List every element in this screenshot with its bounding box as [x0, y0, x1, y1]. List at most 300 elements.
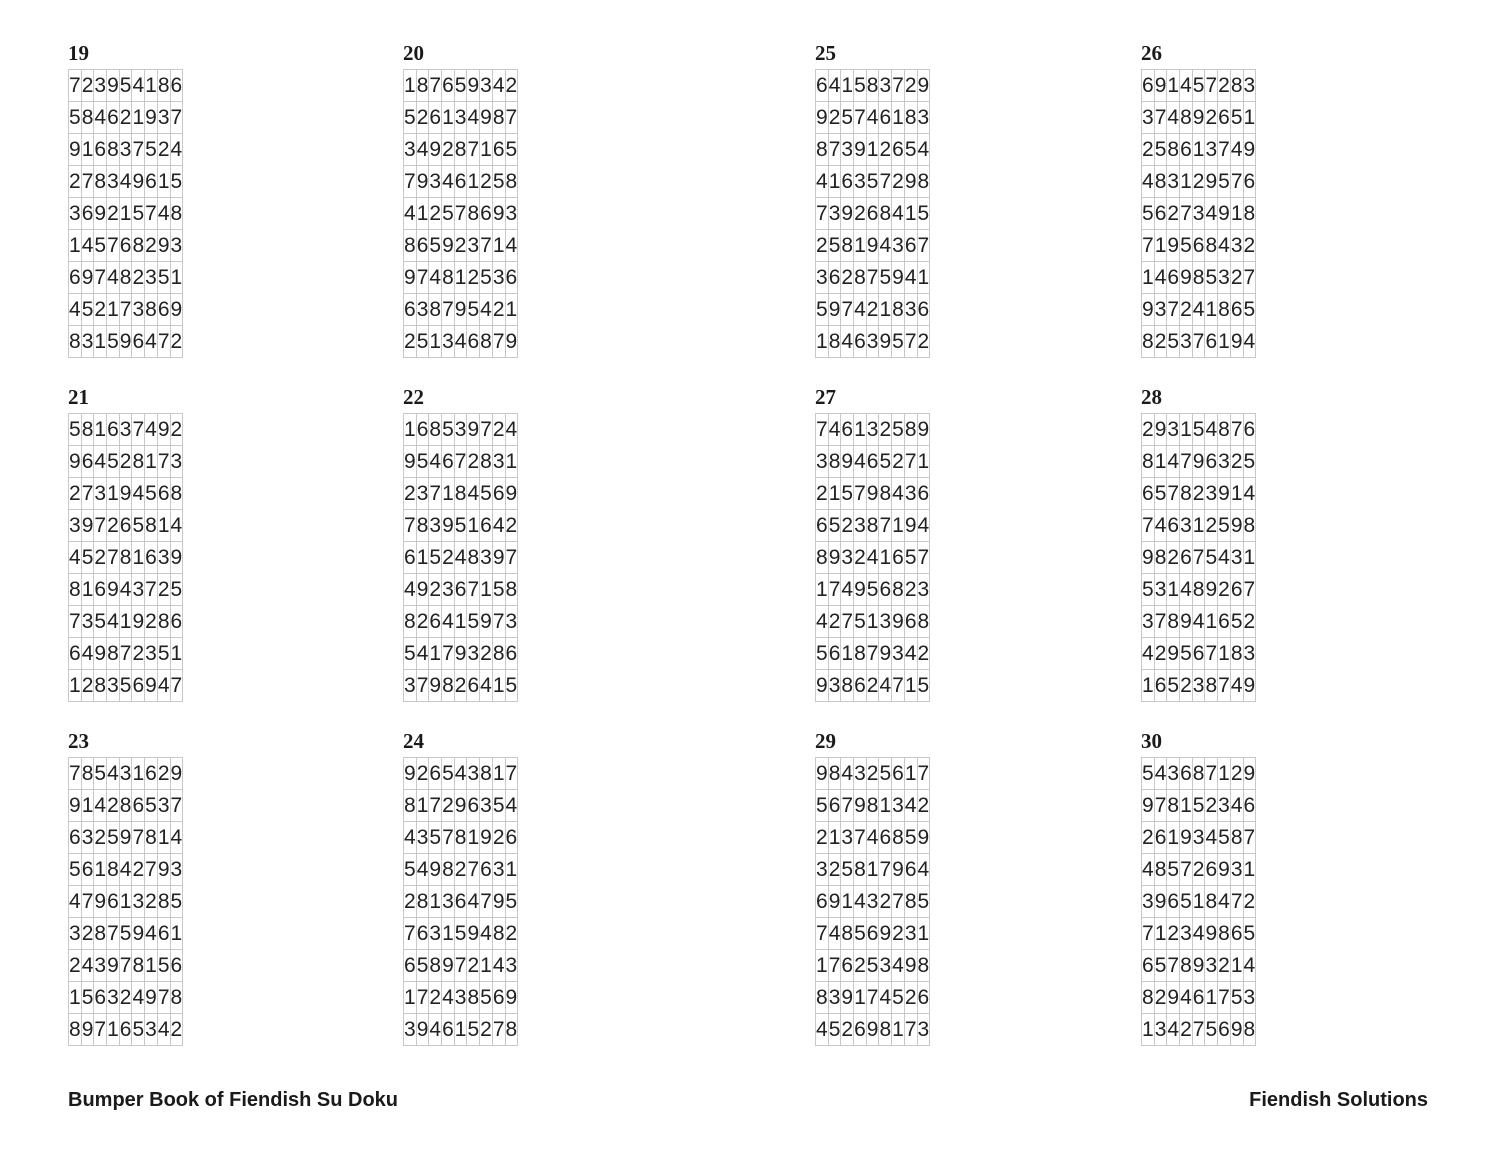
grid-row [1142, 638, 1256, 670]
grid-cell: 2 [904, 574, 917, 606]
grid-cell: 7 [904, 446, 917, 478]
grid-cell: 8 [879, 478, 892, 510]
grid-cell: 4 [841, 758, 854, 790]
grid-cell: 7 [1180, 854, 1193, 886]
grid-cell: 7 [480, 230, 493, 262]
grid-cell: 8 [157, 70, 170, 102]
grid-cell: 9 [442, 510, 455, 542]
grid-cell: 1 [892, 102, 905, 134]
grid-row [404, 670, 518, 702]
grid-cell: 3 [1218, 446, 1231, 478]
puzzle-number: 19 [68, 41, 89, 65]
grid-cell: 9 [1192, 950, 1205, 982]
grid-cell: 4 [917, 134, 930, 166]
grid-cell: 5 [467, 606, 480, 638]
grid-cell: 7 [107, 542, 120, 574]
puzzle-number: 25 [815, 41, 836, 65]
grid-cell: 6 [119, 1014, 132, 1046]
grid-cell: 7 [1218, 670, 1231, 702]
grid-cell: 7 [480, 886, 493, 918]
grid-cell: 8 [828, 446, 841, 478]
grid-cell: 9 [467, 70, 480, 102]
grid-row [404, 918, 518, 950]
grid-row [404, 478, 518, 510]
grid-cell: 3 [81, 326, 94, 358]
grid-cell: 2 [841, 510, 854, 542]
grid-cell: 4 [416, 854, 429, 886]
grid-cell: 6 [841, 166, 854, 198]
grid-cell: 1 [1192, 886, 1205, 918]
grid-cell: 2 [145, 230, 158, 262]
grid-cell: 5 [828, 230, 841, 262]
grid-row [404, 758, 518, 790]
grid-cell: 8 [505, 574, 518, 606]
grid-cell: 8 [1167, 790, 1180, 822]
grid-cell: 6 [505, 262, 518, 294]
grid-row [1142, 950, 1256, 982]
grid-cell: 2 [132, 854, 145, 886]
grid-cell: 2 [492, 294, 505, 326]
grid-cell: 7 [1192, 1014, 1205, 1046]
grid-row [816, 982, 930, 1014]
grid-cell: 8 [917, 166, 930, 198]
grid-cell: 3 [492, 446, 505, 478]
grid-cell: 4 [854, 886, 867, 918]
grid-row [816, 574, 930, 606]
grid-cell: 4 [816, 1014, 829, 1046]
grid-cell: 4 [1142, 166, 1155, 198]
grid-cell: 8 [170, 478, 183, 510]
grid-cell: 7 [841, 294, 854, 326]
grid-cell: 7 [816, 198, 829, 230]
grid-cell: 8 [442, 262, 455, 294]
grid-cell: 3 [132, 294, 145, 326]
grid-cell: 3 [170, 230, 183, 262]
grid-cell: 2 [454, 670, 467, 702]
grid-cell: 5 [69, 854, 82, 886]
grid-cell: 3 [69, 510, 82, 542]
grid-cell: 3 [1205, 950, 1218, 982]
puzzle-number: 26 [1141, 41, 1162, 65]
grid-cell: 6 [866, 918, 879, 950]
grid-cell: 1 [1218, 758, 1231, 790]
grid-cell: 8 [416, 70, 429, 102]
grid-cell: 8 [505, 1014, 518, 1046]
grid-cell: 3 [492, 262, 505, 294]
grid-cell: 6 [429, 758, 442, 790]
grid-cell: 3 [1205, 478, 1218, 510]
grid-cell: 7 [107, 230, 120, 262]
grid-cell: 2 [841, 1014, 854, 1046]
grid-cell: 1 [119, 198, 132, 230]
grid-cell: 9 [404, 262, 417, 294]
grid-cell: 2 [904, 982, 917, 1014]
grid-cell: 9 [904, 166, 917, 198]
grid-cell: 7 [879, 166, 892, 198]
grid-cell: 5 [119, 70, 132, 102]
sudoku-grid [403, 757, 518, 1046]
grid-cell: 8 [904, 886, 917, 918]
grid-cell: 9 [917, 414, 930, 446]
grid-cell: 8 [69, 1014, 82, 1046]
sudoku-grid [68, 757, 183, 1046]
grid-cell: 8 [119, 542, 132, 574]
grid-cell: 8 [1205, 230, 1218, 262]
grid-row [1142, 670, 1256, 702]
grid-row [1142, 262, 1256, 294]
grid-cell: 6 [416, 918, 429, 950]
grid-cell: 7 [1167, 950, 1180, 982]
grid-cell: 8 [107, 854, 120, 886]
grid-cell: 1 [145, 446, 158, 478]
grid-cell: 3 [1142, 886, 1155, 918]
grid-cell: 5 [816, 294, 829, 326]
grid-cell: 1 [1142, 1014, 1155, 1046]
grid-cell: 2 [442, 134, 455, 166]
grid-cell: 3 [454, 102, 467, 134]
grid-cell: 9 [170, 294, 183, 326]
grid-cell: 8 [480, 758, 493, 790]
grid-cell: 1 [81, 134, 94, 166]
grid-row [69, 478, 183, 510]
grid-cell: 9 [1243, 670, 1256, 702]
grid-row [1142, 414, 1256, 446]
grid-cell: 6 [1205, 854, 1218, 886]
grid-cell: 9 [170, 542, 183, 574]
grid-row [404, 326, 518, 358]
grid-cell: 2 [170, 414, 183, 446]
grid-cell: 3 [828, 670, 841, 702]
grid-row [69, 230, 183, 262]
grid-cell: 5 [879, 758, 892, 790]
grid-cell: 2 [467, 950, 480, 982]
grid-cell: 5 [828, 510, 841, 542]
grid-cell: 1 [854, 230, 867, 262]
grid-cell: 6 [1230, 574, 1243, 606]
grid-row [1142, 982, 1256, 1014]
grid-cell: 5 [170, 886, 183, 918]
grid-row [69, 262, 183, 294]
grid-cell: 7 [1192, 326, 1205, 358]
grid-cell: 7 [454, 446, 467, 478]
grid-row [404, 230, 518, 262]
grid-cell: 5 [1167, 326, 1180, 358]
grid-cell: 4 [854, 294, 867, 326]
grid-cell: 6 [879, 822, 892, 854]
grid-cell: 8 [904, 102, 917, 134]
grid-cell: 7 [917, 230, 930, 262]
grid-cell: 4 [157, 670, 170, 702]
sudoku-grid [68, 69, 183, 358]
grid-cell: 5 [841, 478, 854, 510]
grid-row [816, 790, 930, 822]
grid-cell: 9 [1205, 166, 1218, 198]
grid-cell: 1 [467, 510, 480, 542]
grid-cell: 7 [866, 262, 879, 294]
grid-cell: 6 [828, 638, 841, 670]
puzzle-number: 22 [403, 385, 424, 409]
grid-cell: 3 [1230, 230, 1243, 262]
grid-cell: 1 [828, 478, 841, 510]
grid-cell: 5 [157, 638, 170, 670]
grid-cell: 5 [892, 326, 905, 358]
grid-cell: 1 [467, 166, 480, 198]
grid-cell: 7 [1142, 230, 1155, 262]
grid-cell: 5 [1192, 70, 1205, 102]
grid-row [404, 574, 518, 606]
grid-cell: 9 [69, 134, 82, 166]
grid-cell: 2 [1218, 574, 1231, 606]
grid-cell: 6 [917, 478, 930, 510]
grid-cell: 9 [505, 982, 518, 1014]
grid-cell: 6 [904, 606, 917, 638]
grid-cell: 9 [454, 638, 467, 670]
grid-cell: 3 [917, 1014, 930, 1046]
grid-cell: 1 [1180, 414, 1193, 446]
grid-cell: 1 [1154, 230, 1167, 262]
grid-cell: 8 [1142, 326, 1155, 358]
sudoku-grid [815, 413, 930, 702]
grid-cell: 1 [157, 510, 170, 542]
grid-cell: 3 [1180, 510, 1193, 542]
puzzle-number: 24 [403, 729, 424, 753]
grid-row [69, 606, 183, 638]
grid-cell: 6 [416, 414, 429, 446]
grid-cell: 4 [892, 478, 905, 510]
grid-cell: 8 [480, 446, 493, 478]
grid-cell: 5 [866, 574, 879, 606]
grid-cell: 5 [454, 70, 467, 102]
grid-cell: 7 [132, 414, 145, 446]
grid-cell: 3 [119, 134, 132, 166]
grid-cell: 6 [1218, 606, 1231, 638]
grid-cell: 8 [467, 198, 480, 230]
grid-cell: 3 [416, 822, 429, 854]
grid-cell: 8 [157, 606, 170, 638]
grid-cell: 7 [157, 446, 170, 478]
grid-cell: 6 [442, 446, 455, 478]
grid-cell: 7 [505, 102, 518, 134]
grid-cell: 6 [866, 198, 879, 230]
grid-cell: 4 [854, 446, 867, 478]
grid-cell: 5 [1154, 134, 1167, 166]
grid-cell: 1 [841, 886, 854, 918]
grid-cell: 4 [442, 982, 455, 1014]
grid-cell: 7 [454, 198, 467, 230]
grid-cell: 1 [1205, 606, 1218, 638]
grid-cell: 9 [1167, 982, 1180, 1014]
grid-cell: 8 [1167, 606, 1180, 638]
grid-cell: 9 [828, 886, 841, 918]
grid-cell: 9 [816, 758, 829, 790]
grid-cell: 3 [157, 790, 170, 822]
grid-cell: 2 [1180, 670, 1193, 702]
grid-cell: 5 [416, 446, 429, 478]
grid-cell: 6 [119, 230, 132, 262]
grid-cell: 3 [1154, 574, 1167, 606]
grid-cell: 2 [94, 822, 107, 854]
grid-cell: 5 [1218, 822, 1231, 854]
grid-cell: 7 [467, 134, 480, 166]
grid-cell: 2 [828, 102, 841, 134]
grid-cell: 9 [94, 638, 107, 670]
grid-cell: 1 [879, 294, 892, 326]
grid-cell: 6 [1205, 446, 1218, 478]
grid-cell: 7 [1205, 638, 1218, 670]
grid-cell: 8 [1205, 886, 1218, 918]
grid-cell: 2 [429, 982, 442, 1014]
grid-cell: 4 [1180, 574, 1193, 606]
grid-cell: 1 [442, 102, 455, 134]
grid-cell: 8 [416, 886, 429, 918]
grid-cell: 2 [1167, 542, 1180, 574]
grid-cell: 7 [145, 198, 158, 230]
grid-cell: 9 [854, 134, 867, 166]
grid-cell: 9 [917, 70, 930, 102]
grid-cell: 4 [1142, 854, 1155, 886]
grid-cell: 6 [69, 822, 82, 854]
grid-cell: 7 [94, 1014, 107, 1046]
grid-row [816, 70, 930, 102]
grid-cell: 5 [480, 262, 493, 294]
grid-cell: 1 [1243, 542, 1256, 574]
grid-cell: 9 [145, 102, 158, 134]
grid-cell: 3 [170, 854, 183, 886]
grid-cell: 5 [505, 886, 518, 918]
grid-cell: 6 [81, 198, 94, 230]
grid-cell: 4 [1154, 510, 1167, 542]
grid-cell: 4 [1243, 326, 1256, 358]
grid-cell: 1 [505, 294, 518, 326]
grid-cell: 6 [492, 982, 505, 1014]
grid-cell: 4 [480, 670, 493, 702]
grid-cell: 6 [892, 542, 905, 574]
grid-cell: 3 [892, 230, 905, 262]
grid-cell: 7 [892, 886, 905, 918]
grid-cell: 8 [81, 758, 94, 790]
grid-cell: 9 [854, 790, 867, 822]
grid-cell: 5 [404, 638, 417, 670]
grid-cell: 7 [879, 510, 892, 542]
grid-cell: 7 [1167, 294, 1180, 326]
grid-cell: 1 [1180, 166, 1193, 198]
grid-cell: 2 [1180, 1014, 1193, 1046]
grid-cell: 8 [1230, 638, 1243, 670]
grid-cell: 8 [917, 950, 930, 982]
grid-row [404, 134, 518, 166]
grid-cell: 9 [157, 854, 170, 886]
grid-cell: 7 [145, 574, 158, 606]
grid-cell: 6 [492, 478, 505, 510]
grid-cell: 3 [107, 982, 120, 1014]
grid-row [69, 574, 183, 606]
grid-cell: 3 [854, 166, 867, 198]
grid-row [404, 886, 518, 918]
grid-cell: 3 [1180, 326, 1193, 358]
grid-cell: 9 [145, 670, 158, 702]
grid-cell: 5 [157, 950, 170, 982]
grid-cell: 6 [816, 886, 829, 918]
grid-cell: 1 [1142, 262, 1155, 294]
grid-cell: 9 [467, 414, 480, 446]
grid-cell: 4 [442, 606, 455, 638]
grid-cell: 7 [1142, 918, 1155, 950]
grid-row [1142, 478, 1256, 510]
grid-cell: 6 [416, 230, 429, 262]
grid-cell: 8 [1205, 670, 1218, 702]
grid-cell: 8 [892, 294, 905, 326]
grid-cell: 6 [866, 446, 879, 478]
grid-cell: 8 [170, 198, 183, 230]
grid-cell: 3 [145, 638, 158, 670]
grid-cell: 7 [170, 790, 183, 822]
grid-cell: 4 [1230, 134, 1243, 166]
grid-cell: 2 [157, 134, 170, 166]
grid-cell: 3 [505, 198, 518, 230]
grid-cell: 5 [841, 854, 854, 886]
grid-cell: 8 [892, 822, 905, 854]
section-title-footer: Fiendish Solutions [1249, 1089, 1428, 1111]
grid-row [1142, 326, 1256, 358]
grid-cell: 1 [492, 230, 505, 262]
grid-cell: 4 [132, 478, 145, 510]
grid-cell: 3 [492, 854, 505, 886]
grid-cell: 3 [828, 198, 841, 230]
puzzle-number: 20 [403, 41, 424, 65]
grid-cell: 6 [892, 758, 905, 790]
grid-cell: 5 [416, 326, 429, 358]
grid-cell: 1 [1205, 982, 1218, 1014]
grid-cell: 8 [442, 854, 455, 886]
grid-cell: 4 [505, 414, 518, 446]
grid-row [816, 134, 930, 166]
grid-cell: 2 [145, 886, 158, 918]
grid-cell: 3 [119, 414, 132, 446]
grid-cell: 8 [505, 166, 518, 198]
grid-cell: 1 [170, 918, 183, 950]
grid-cell: 8 [492, 638, 505, 670]
grid-row [404, 606, 518, 638]
grid-row [69, 1014, 183, 1046]
grid-cell: 1 [1243, 854, 1256, 886]
grid-cell: 8 [454, 822, 467, 854]
grid-cell: 2 [429, 198, 442, 230]
grid-cell: 3 [429, 918, 442, 950]
grid-cell: 3 [1167, 414, 1180, 446]
grid-cell: 7 [119, 950, 132, 982]
grid-cell: 9 [1154, 886, 1167, 918]
grid-cell: 7 [157, 326, 170, 358]
grid-cell: 4 [1167, 446, 1180, 478]
grid-cell: 3 [170, 446, 183, 478]
grid-cell: 3 [467, 638, 480, 670]
grid-cell: 8 [1192, 262, 1205, 294]
grid-cell: 8 [404, 230, 417, 262]
grid-cell: 8 [1218, 294, 1231, 326]
grid-cell: 2 [1205, 790, 1218, 822]
grid-cell: 3 [454, 982, 467, 1014]
grid-cell: 6 [917, 294, 930, 326]
grid-cell: 8 [1230, 70, 1243, 102]
grid-row [816, 294, 930, 326]
grid-cell: 8 [467, 542, 480, 574]
grid-cell: 9 [132, 606, 145, 638]
grid-row [816, 510, 930, 542]
grid-cell: 5 [119, 918, 132, 950]
grid-row [1142, 822, 1256, 854]
grid-cell: 5 [94, 758, 107, 790]
grid-cell: 8 [94, 670, 107, 702]
